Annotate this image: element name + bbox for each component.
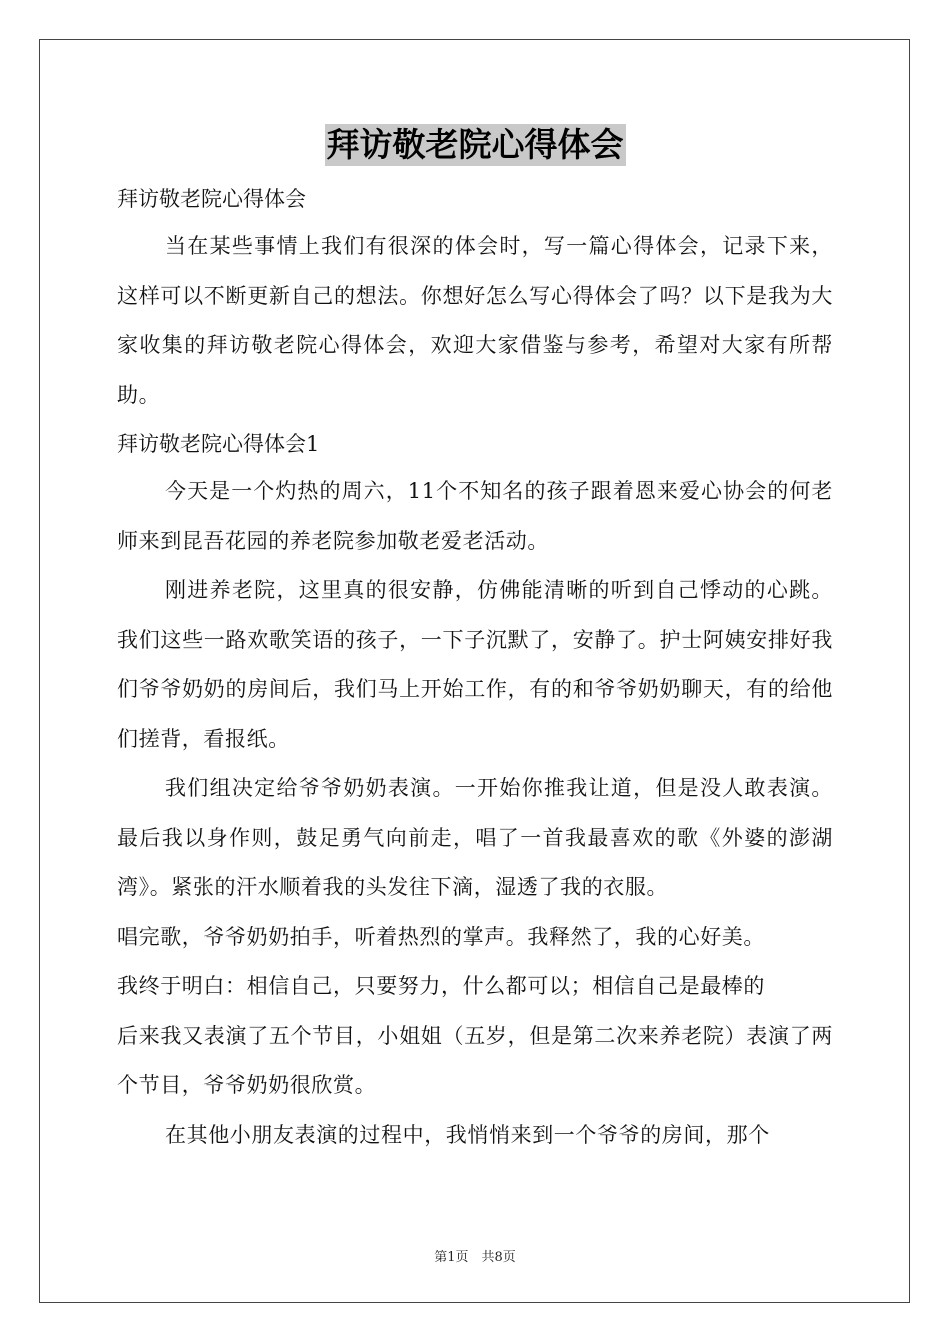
- subtitle: 拜访敬老院心得体会: [117, 187, 306, 211]
- paragraph-7: 在其他小朋友表演的过程中，我悄悄来到一个爷爷的房间，那个: [165, 1122, 770, 1147]
- paragraph-2: 刚进养老院，这里真的很安静，仿佛能清晰的听到自己悸动的心跳。我们这些一路欢歌笑语的孩子，一下子沉默了，安静了。护士阿姨安排好我们爷爷奶奶的房间后，我们马上开始工作，有的和爷爷奶奶聊天，有的给他们搓背，看报纸。: [117, 578, 833, 751]
- page-footer: 第1页 共8页: [434, 1250, 516, 1265]
- title-container: [0, 124, 950, 166]
- document-title: 拜访敬老院心得体会: [326, 125, 624, 164]
- paragraph-3: 我们组决定给爷爷奶奶表演。一开始你推我让道，但是没人敢表演。最后我以身作则，鼓足勇气向前走，唱了一首我最喜欢的歌《外婆的澎湖湾》。紧张的汗水顺着我的头发往下滴，湿透了我的衣服。: [117, 776, 833, 899]
- document-body: [117, 176, 833, 1160]
- paragraph-5: 我终于明白：相信自己，只要努力，什么都可以；相信自己是最棒的: [117, 974, 765, 998]
- paragraph-6: 后来我又表演了五个节目，小姐姐（五岁，但是第二次来养老院）表演了两个节目，爷爷奶奶很欣赏。: [117, 1023, 833, 1097]
- paragraph-1: 今天是一个灼热的周六，11个不知名的孩子跟着恩来爱心协会的何老师来到昆吾花园的养老院参加敬老爱老活动。: [117, 479, 833, 553]
- paragraph-4: 唱完歌，爷爷奶奶拍手，听着热烈的掌声。我释然了，我的心好美。: [117, 924, 765, 949]
- section-heading: 拜访敬老院心得体会1: [117, 432, 320, 456]
- intro-paragraph: 当在某些事情上我们有很深的体会时，写一篇心得体会，记录下来，这样可以不断更新自己的想法。你想好怎么写心得体会了吗？以下是我为大家收集的拜访敬老院心得体会，欢迎大家借鉴与参考，希望对大家有所帮助。: [117, 234, 833, 407]
